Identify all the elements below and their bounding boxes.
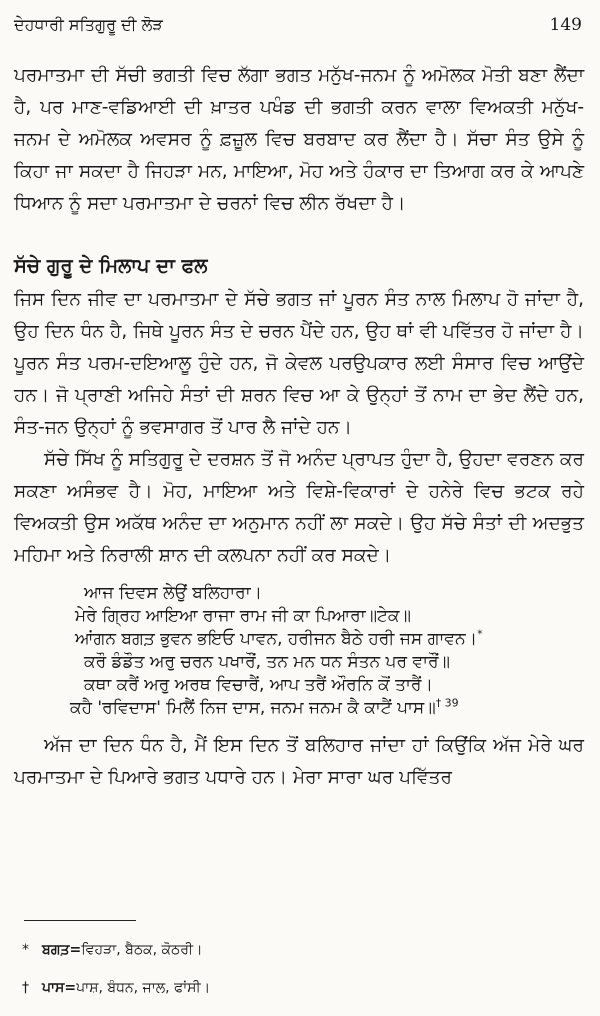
footnote-definition: ਪਾਸ਼, ਬੰਧਨ, ਜਾਲ, ਫਾਂਸੀ। — [76, 980, 211, 996]
verse-line: ਕਥਾ ਕਰੈਂ ਅਰੁ ਅਰਥ ਵਿਚਾਰੈਂ, ਆਪ ਤਰੈਂ ਔਰਨਿ ਕੋਂ ਤਾਰੈਂ। — [84, 675, 433, 695]
page-body — [14, 60, 584, 794]
running-title: ਦੇਹਧਾਰੀ ਸਤਿਗੁਰੂ ਦੀ ਲੋੜ — [14, 15, 163, 34]
verse-line: ਕਰੌ ਡੰਡੌਤ ਅਰੁ ਚਰਨ ਪਖਾਰੌਂ, ਤਨ ਮਨ ਧਨ ਸੰਤਨ ਪਰ ਵਾਰੌਂ॥ — [84, 652, 450, 672]
footnote-term: ਬਗਤ਼= — [42, 942, 82, 958]
section-title: ਸੱਚੇ ਗੁਰੂ ਦੇ ਮਿਲਾਪ ਦਾ ਫਲ — [14, 254, 208, 277]
paragraph-3: ਸੱਚੇ ਸਿੱਖ ਨੂੰ ਸਤਿਗੁਰੂ ਦੇ ਦਰਸ਼ਨ ਤੋਂ ਜੋ ਅਨੰਦ ਪ੍ਰਾਪਤ ਹੁੰਦਾ ਹੈ, ਉਹਦਾ ਵਰਣਨ ਕਰ ਸਕਣਾ ਅਸੰਭਵ ਹੈ। ਮੋਹ, ਮਾਇਆ ਅਤੇ ਵਿਸ਼ੇ-ਵਿਕਾਰਾਂ ਦੇ ਹਨੇਰੇ ਵਿਚ ਭਟਕ ਰਹੇ ਵਿਅਕਤੀ ਉਸ ਅਕੱਥ ਅਨੰਦ ਦਾ ਅਨੁਮਾਨ ਨਹੀਂ ਲਾ ਸਕਦੇ। ਉਹ ਸੱਚੇ ਸੰਤਾਂ ਦੀ ਅਦਭੁਤ ਮਹਿਮਾ ਅਤੇ ਨਿਰਾਲੀ ਸ਼ਾਨ ਦੀ ਕਲਪਨਾ ਨਹੀਂ ਕਰ ਸਕਦੇ। — [14, 449, 584, 566]
paragraph-1: ਪਰਮਾਤਮਾ ਦੀ ਸੱਚੀ ਭਗਤੀ ਵਿਚ ਲੱਗਾ ਭਗਤ ਮਨੁੱਖ-ਜਨਮ ਨੂੰ ਅਮੋਲਕ ਮੋਤੀ ਬਣਾ ਲੈਂਦਾ ਹੈ, ਪਰ ਮਾਣ-ਵਡਿਆਈ ਦੀ ਖ਼ਾਤਰ ਪਖੰਡ ਦੀ ਭਗਤੀ ਕਰਨ ਵਾਲਾ ਵਿਅਕਤੀ ਮਨੁੱਖ-ਜਨਮ ਦੇ ਅਮੋਲਕ ਅਵਸਰ ਨੂੰ ਫ਼ਜ਼ੂਲ ਵਿਚ ਬਰਬਾਦ ਕਰ ਲੈਂਦਾ ਹੈ। ਸੱਚਾ ਸੰਤ ਉਸੇ ਨੂੰ ਕਿਹਾ ਜਾ ਸਕਦਾ ਹੈ ਜਿਹੜਾ ਮਨ, ਮਾਇਆ, ਮੋਹ ਅਤੇ ਹੰਕਾਰ ਦਾ ਤਿਆਗ ਕਰ ਕੇ ਆਪਣੇ ਧਿਆਨ ਨੂੰ ਸਦਾ ਪਰਮਾਤਮਾ ਦੇ ਚਰਨਾਂ ਵਿਚ ਲੀਨ ਰੱਖਦਾ ਹੈ। — [14, 65, 584, 214]
verse-line-text: ਆਂਗਨ ਬਗਤ਼ ਭੁਵਨ ਭਇਓ ਪਾਵਨ, ਹਰੀਜਨ ਬੈਠੇ ਹਰੀ ਜਸ ਗਾਵਨ। — [75, 629, 478, 649]
paragraph-2: ਜਿਸ ਦਿਨ ਜੀਵ ਦਾ ਪਰਮਾਤਮਾ ਦੇ ਸੱਚੇ ਭਗਤ ਜਾਂ ਪੂਰਨ ਸੰਤ ਨਾਲ ਮਿਲਾਪ ਹੋ ਜਾਂਦਾ ਹੈ, ਉਹ ਦਿਨ ਧੰਨ ਹੈ, ਜਿਥੇ ਪੂਰਨ ਸੰਤ ਦੇ ਚਰਨ ਪੈਂਦੇ ਹਨ, ਉਹ ਥਾਂ ਵੀ ਪਵਿੱਤਰ ਹੋ ਜਾਂਦਾ ਹੈ। ਪੂਰਨ ਸੰਤ ਪਰਮ-ਦਇਆਲੂ ਹੁੰਦੇ ਹਨ, ਜੋ ਕੇਵਲ ਪਰਉਪਕਾਰ ਲਈ ਸੰਸਾਰ ਵਿਚ ਆਉਂਦੇ ਹਨ। ਜੋ ਪ੍ਰਾਣੀ ਅਜਿਹੇ ਸੰਤਾਂ ਦੀ ਸ਼ਰਨ ਵਿਚ ਆ ਕੇ ਉਨ੍ਹਾਂ ਤੋਂ ਨਾਮ ਦਾ ਭੇਦ ਲੈਂਦੇ ਹਨ, ਸੰਤ-ਜਨ ਉਨ੍ਹਾਂ ਨੂੰ ਭਵਸਾਗਰ ਤੋਂ ਪਾਰ ਲੈ ਜਾਂਦੇ ਹਨ। — [14, 289, 584, 438]
verse-line — [75, 628, 584, 651]
footnotes — [22, 940, 210, 1016]
page-header — [14, 10, 582, 40]
verse-line: ਮੇਰੇ ਗ੍ਰਿਹ ਆਇਆ ਰਾਜਾ ਰਾਮ ਜੀ ਕਾ ਪਿਆਰਾ॥ਟੇਕ॥ — [75, 606, 411, 626]
footnote-ref: * — [477, 627, 483, 641]
footnote — [22, 978, 210, 998]
verse-block — [70, 582, 584, 720]
paragraph-4: ਅੱਜ ਦਾ ਦਿਨ ਧੰਨ ਹੈ, ਮੈਂ ਇਸ ਦਿਨ ਤੋਂ ਬਲਿਹਾਰ ਜਾਂਦਾ ਹਾਂ ਕਿਉਂਕਿ ਅੱਜ ਮੇਰੇ ਘਰ ਪਰਮਾਤਮਾ ਦੇ ਪਿਆਰੇ ਭਗਤ ਪਧਾਰੇ ਹਨ। ਮੇਰਾ ਸਾਰਾ ਘਰ ਪਵਿੱਤਰ — [14, 735, 584, 788]
footnote — [22, 940, 210, 960]
footnote-mark: † — [22, 980, 29, 996]
verse-line — [70, 697, 584, 720]
footnote-ref: † 39 — [435, 696, 459, 710]
footnote-definition: ਵਿਹੜਾ, ਬੈਠਕ, ਕੋਠਰੀ। — [81, 942, 203, 958]
footnote-divider — [24, 920, 136, 921]
footnote-mark: * — [22, 942, 29, 958]
page-number: 149 — [549, 15, 582, 35]
verse-line-text: ਕਹੈ 'ਰਵਿਦਾਸ' ਮਿਲੈਂ ਨਿਜ ਦਾਸ, ਜਨਮ ਜਨਮ ਕੈ ਕਾਟੈਂ ਪਾਸ॥ — [70, 698, 436, 718]
verse-line: ਆਜ ਦਿਵਸ ਲੇਉਂ ਬਲਿਹਾਰਾ। — [84, 583, 263, 603]
footnote-term: ਪਾਸ= — [42, 980, 77, 996]
